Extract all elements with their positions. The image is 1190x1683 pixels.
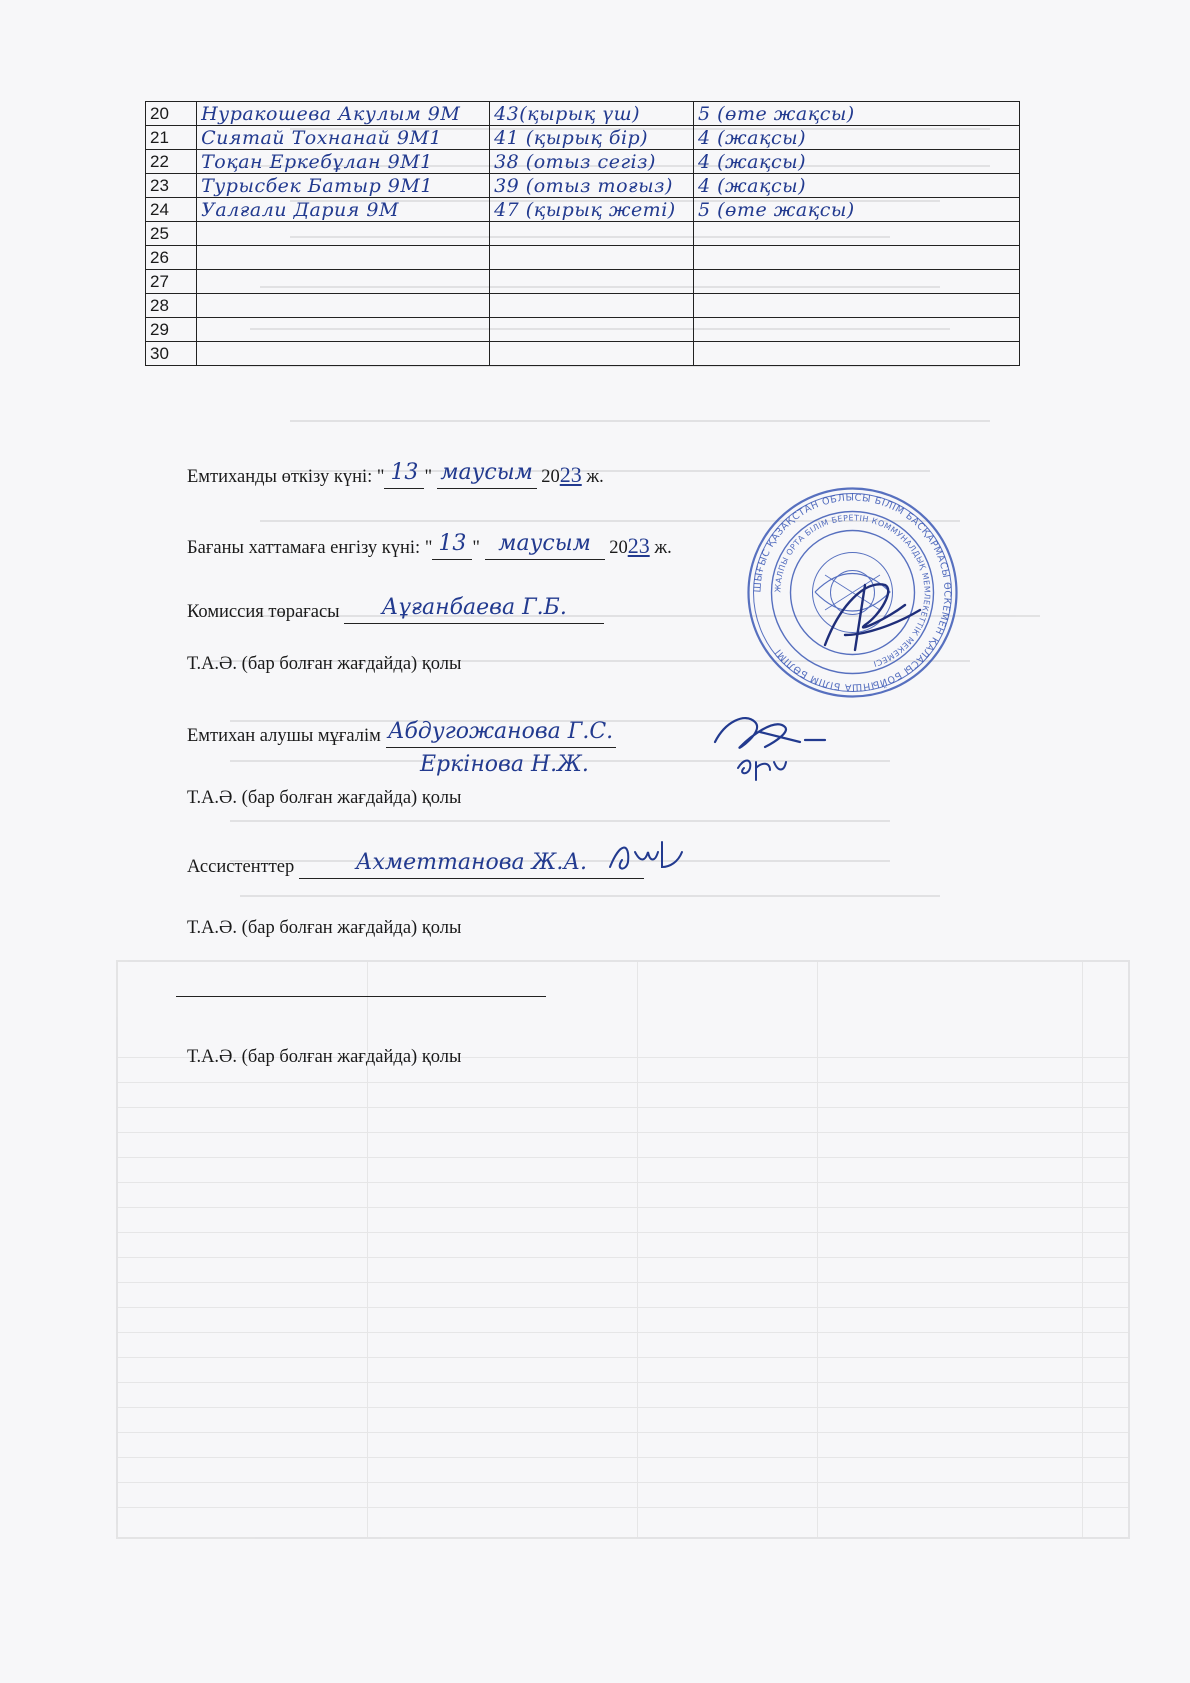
row-number: 26 [146,246,197,270]
row-number: 20 [146,102,197,126]
student-name [197,222,490,246]
table-row [146,174,1020,198]
chair-name: Аұғанбаева Г.Б. [381,595,567,620]
student-name [197,318,490,342]
record-date-quote: " [472,538,480,558]
assistants-name: Ахметтанова Ж.А. [355,850,587,875]
record-date-label: Бағаны хаттамаға енгізу күні: " [187,538,433,558]
student-grade: 5 (өте жақсы) [694,102,1020,126]
assistants-label: Ассистенттер [187,857,295,877]
teacher-name-1: Абдугожанова Г.С. [387,719,614,744]
row-number: 28 [146,294,197,318]
student-name [197,342,490,366]
student-grade [694,318,1020,342]
table-row [146,270,1020,294]
table-row [146,126,1020,150]
student-grade [694,222,1020,246]
student-name: Тоқан Еркебұлан 9М1 [197,150,490,174]
student-name [197,294,490,318]
student-points [490,246,694,270]
teacher-signature-2 [730,748,800,788]
student-name: Нуракошева Акулым 9М [197,102,490,126]
student-points [490,270,694,294]
row-number: 24 [146,198,197,222]
assistants-line [187,850,644,879]
record-date-day: 13 [438,531,467,556]
teacher-name-2: Еркінова Н.Ж. [420,752,589,777]
fio-sign-caption-1: Т.А.Ә. (бар болған жағдайда) қолы [187,654,462,674]
student-name: Сиятай Тохнанай 9М1 [197,126,490,150]
exam-date-quote: " [424,467,432,487]
chair-label: Комиссия төрағасы [187,602,340,622]
student-grade: 4 (жақсы) [694,150,1020,174]
exam-date-label: Емтиханды өткізу күні: " [187,467,385,487]
student-grade: 4 (жақсы) [694,126,1020,150]
teacher-name-2-line [420,752,589,777]
official-stamp [745,485,960,700]
record-date-line [187,533,672,560]
student-grade: 4 (жақсы) [694,174,1020,198]
student-grade [694,342,1020,366]
table-row [146,102,1020,126]
row-number: 25 [146,222,197,246]
student-points [490,342,694,366]
exam-date-line [187,462,604,489]
row-number: 27 [146,270,197,294]
record-date-year-suffix: 23 [627,533,650,558]
row-number: 22 [146,150,197,174]
svg-text:ЖАЛПЫ ОРТА БІЛІМ БЕРЕТІН КОММУ [773,513,931,668]
exam-date-day: 13 [390,460,419,485]
stamp-outer-text: ШЫҒЫС ҚАЗАҚСТАН ОБЛЫСЫ БІЛІМ БАСҚАРМАСЫ ӨСКЕМЕН ҚАЛАСЫ БОЙЫНША БІЛІМ БӨЛІМІ [752,492,953,693]
table-row [146,246,1020,270]
student-name [197,270,490,294]
student-grade [694,294,1020,318]
table-row [146,294,1020,318]
student-points [490,318,694,342]
student-grade [694,270,1020,294]
row-number: 30 [146,342,197,366]
student-points: 47 (қырық жеті) [490,198,694,222]
student-points: 38 (отыз сегіз) [490,150,694,174]
student-points [490,222,694,246]
fio-sign-caption-2: Т.А.Ә. (бар болған жағдайда) қолы [187,788,462,808]
row-number: 21 [146,126,197,150]
teacher-line [187,719,616,748]
stamp-inner-text: ЖАЛПЫ ОРТА БІЛІМ БЕРЕТІН КОММУНАЛДЫҚ МЕМЛЕКЕТТІК МЕКЕМЕСІ [773,513,932,669]
student-points: 43(қырық үш) [490,102,694,126]
exam-date-year-prefix: 20 [541,467,560,487]
exam-date-month: маусым [440,460,533,485]
row-number: 23 [146,174,197,198]
student-name: Уалғали Дария 9М [197,198,490,222]
table-row [146,150,1020,174]
row-number: 29 [146,318,197,342]
exam-date-year-suffix: 23 [559,462,582,487]
chair-line [187,595,604,624]
student-name [197,246,490,270]
assistant-signature [600,832,690,882]
results-table [145,101,1020,366]
student-grade: 5 (өте жақсы) [694,198,1020,222]
student-name: Турысбек Батыр 9М1 [197,174,490,198]
student-points [490,294,694,318]
table-row [146,318,1020,342]
table-row [146,342,1020,366]
record-date-year-prefix: 20 [609,538,628,558]
teacher-label: Емтихан алушы мұғалім [187,726,381,746]
student-grade [694,246,1020,270]
record-date-month: маусым [498,531,591,556]
table-row [146,222,1020,246]
student-points: 41 (қырық бір) [490,126,694,150]
fio-sign-caption-4: Т.А.Ә. (бар болған жағдайда) қолы [187,1047,462,1067]
fio-sign-caption-3: Т.А.Ә. (бар болған жағдайда) қолы [187,918,462,938]
table-row [146,198,1020,222]
exam-date-end: ж. [586,467,604,487]
student-points: 39 (отыз тоғыз) [490,174,694,198]
record-date-end: ж. [654,538,672,558]
blank-signature-line [176,996,546,997]
